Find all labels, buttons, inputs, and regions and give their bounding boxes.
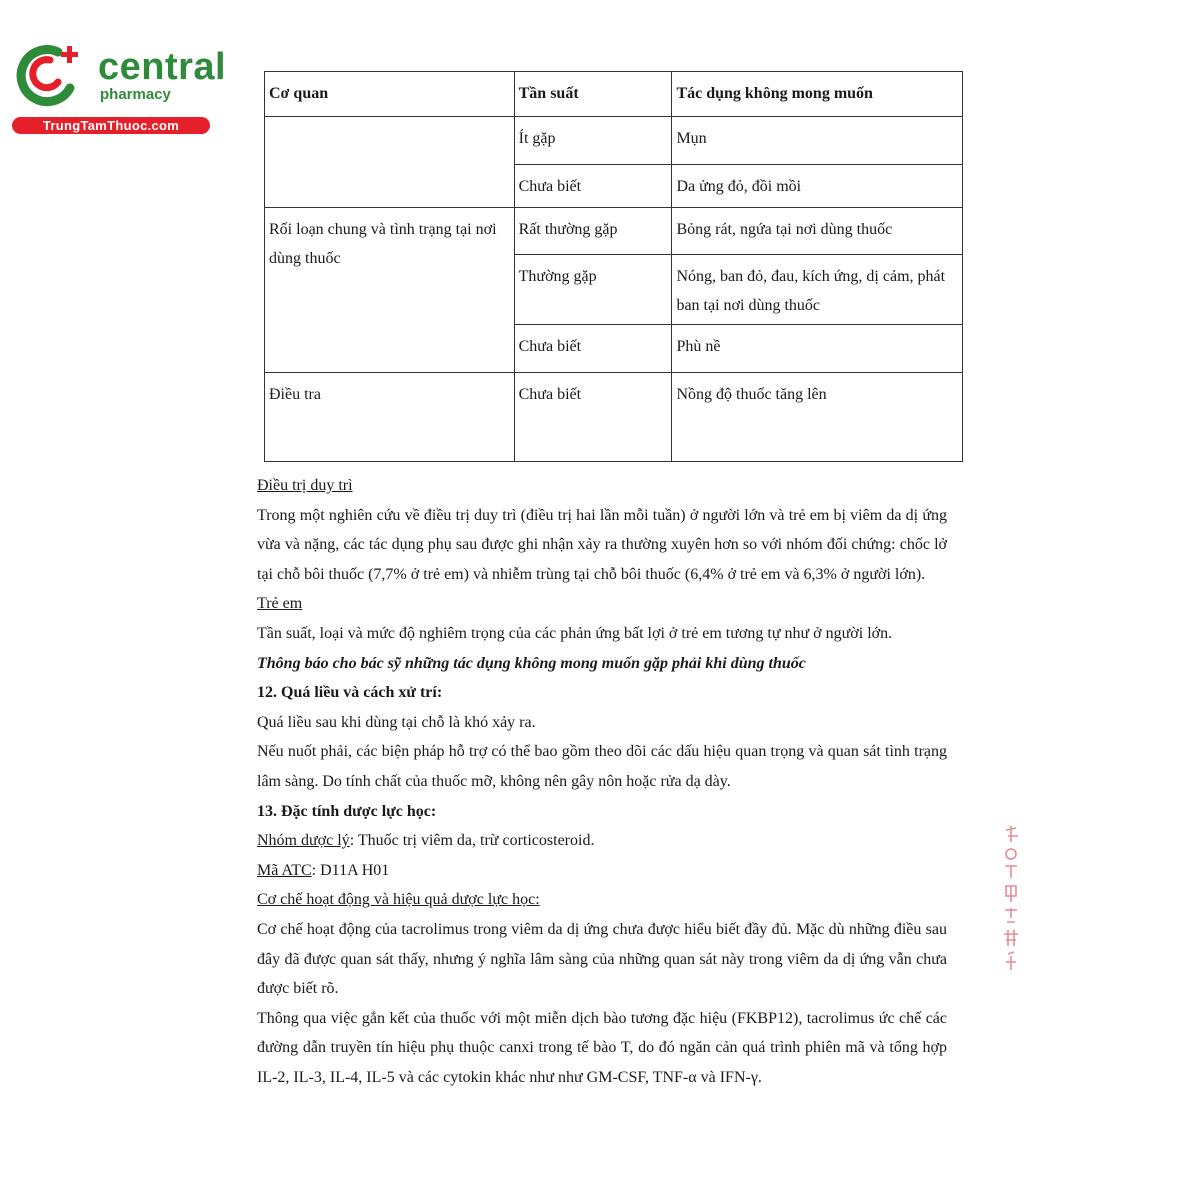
atc-code-value: : D11A H01 xyxy=(311,861,390,879)
table-cell-effect: Da ửng đỏ, đồi mồi xyxy=(672,165,963,208)
header-frequency: Tần suất xyxy=(514,72,672,117)
header-effect: Tác dụng không mong muốn xyxy=(672,72,963,117)
side-stamp-icon xyxy=(996,822,1026,972)
overdose-heading: 12. Quá liều và cách xử trí: xyxy=(257,684,443,702)
table-row xyxy=(265,373,963,462)
document-body xyxy=(257,471,947,1092)
table-cell-frequency: Chưa biết xyxy=(514,325,672,373)
logo-subtitle: pharmacy xyxy=(100,86,171,103)
children-paragraph: Tần suất, loại và mức độ nghiêm trọng của các phản ứng bất lợi ở trẻ em tương tự như ở người lớn. xyxy=(257,624,893,642)
pharm-group-line xyxy=(257,826,947,856)
notice-text: Thông báo cho bác sỹ những tác dụng không mong muốn gặp phải khi dùng thuốc xyxy=(257,654,806,672)
logo-name: central xyxy=(98,46,227,88)
table-cell-organ xyxy=(265,117,515,208)
table-cell-frequency: Thường gặp xyxy=(514,255,672,325)
table-cell-organ: Rối loạn chung và tình trạng tại nơi dùng thuốc xyxy=(265,208,515,373)
overdose-paragraph-2: Nếu nuốt phải, các biện pháp hỗ trợ có thể bao gồm theo dõi các dấu hiệu quan trọng và quan sát tình trạng lâm sàng. Do tính chất của thuốc mỡ, không nên gây nôn hoặc rửa dạ dày. xyxy=(257,743,947,790)
table-cell-frequency: Ít gặp xyxy=(514,117,672,165)
maintenance-heading: Điều trị duy trì xyxy=(257,477,353,494)
logo-text xyxy=(98,48,226,104)
table-cell-effect: Nồng độ thuốc tăng lên xyxy=(672,373,963,462)
mechanism-paragraph-1: Cơ chế hoạt động của tacrolimus trong viêm da dị ứng chưa được hiểu biết đầy đủ. Mặc dù những điều sau đây đã được quan sát thấy, nhưng ý nghĩa lâm sàng của những quan sát này trong viêm da dị ứng vẫn chưa được biết rõ. xyxy=(257,920,947,998)
children-heading: Trẻ em xyxy=(257,595,303,613)
logo-banner: TrungTamThuoc.com xyxy=(12,117,210,134)
table-cell-effect: Phù nề xyxy=(672,325,963,373)
pharmacy-logo[interactable] xyxy=(10,38,227,138)
table-cell-effect: Mụn xyxy=(672,117,963,165)
pharmacodynamics-heading: 13. Đặc tính dược lực học: xyxy=(257,802,437,820)
table-cell-organ: Điều tra xyxy=(265,373,515,462)
pharm-group-label: Nhóm dược lý xyxy=(257,832,350,850)
table-cell-frequency: Rất thường gặp xyxy=(514,208,672,255)
table-row xyxy=(265,117,963,165)
mechanism-heading: Cơ chế hoạt động và hiệu quả dược lực học: xyxy=(257,891,540,909)
table-cell-effect: Nóng, ban đỏ, đau, kích ứng, dị cảm, phát ban tại nơi dùng thuốc xyxy=(672,255,963,325)
atc-code-label: Mã ATC xyxy=(257,861,312,879)
mechanism-paragraph-2: Thông qua việc gắn kết của thuốc với một miễn dịch bào tương đặc hiệu (FKBP12), tacrolimus ức chế các đường dẫn truyền tín hiệu phụ thuộc canxi trong tế bào T, do đó ngăn cản quá trình phiên mã và tổng hợp IL-2, IL-3, IL-4, IL-5 và các cytokin khác như như GM-CSF, TNF-α và IFN-γ. xyxy=(257,1009,947,1086)
table-header-row xyxy=(265,72,963,117)
table-cell-frequency: Chưa biết xyxy=(514,165,672,208)
maintenance-paragraph: Trong một nghiên cứu về điều trị duy trì (điều trị hai lần mỗi tuần) ở người lớn và trẻ em bị viêm da dị ứng vừa và nặng, các tác dụng phụ sau được ghi nhận xảy ra thường xuyên hơn so với nhóm đối chứng: chốc lở tại chỗ bôi thuốc (7,7% ở trẻ em) và nhiễm trùng tại chỗ bôi thuốc (6,4% ở trẻ em và 6,3% ở người lớn). xyxy=(257,506,947,583)
header-organ: Cơ quan xyxy=(265,72,515,117)
atc-code-line xyxy=(257,856,947,886)
pharm-group-value: : Thuốc trị viêm da, trừ corticosteroid. xyxy=(349,832,595,850)
adverse-effects-table xyxy=(264,71,963,462)
table-cell-frequency: Chưa biết xyxy=(514,373,672,462)
table-row xyxy=(265,208,963,255)
table-cell-effect: Bỏng rát, ngứa tại nơi dùng thuốc xyxy=(672,208,963,255)
logo-mark-icon xyxy=(10,38,90,110)
overdose-paragraph-1: Quá liều sau khi dùng tại chỗ là khó xảy ra. xyxy=(257,713,536,731)
